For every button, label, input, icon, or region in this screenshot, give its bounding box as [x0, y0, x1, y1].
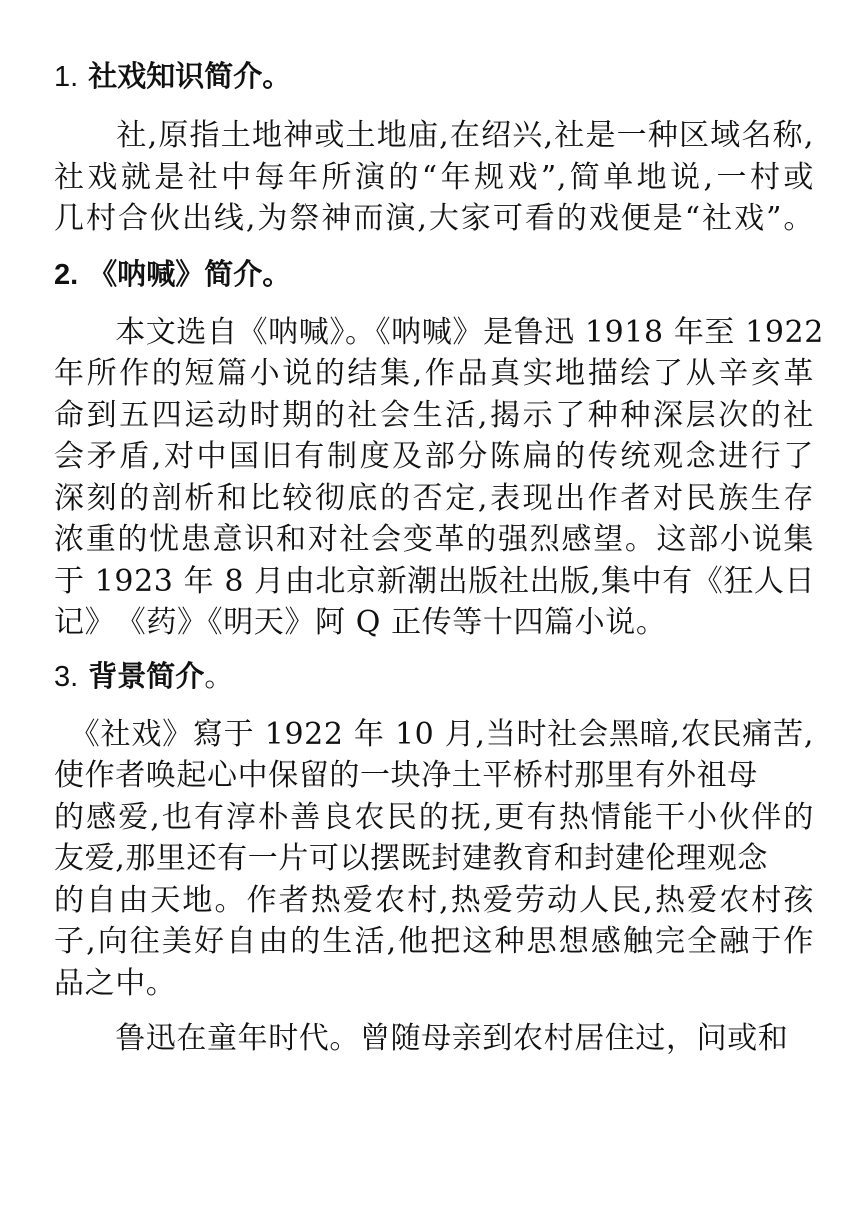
text-line: 社戏就是社中每年所演的“年规戏”,简单地说,一村或	[54, 159, 814, 195]
section-title: 背景简介	[88, 658, 205, 693]
section-number: 3.	[54, 660, 79, 693]
text-line: 年所作的短篇小说的结集,作品真实地描绘了从辛亥革	[54, 356, 814, 391]
text-line: 命到五四运动时期的社会生活,揭示了种种深层次的社	[54, 397, 814, 433]
text-line: 使作者唤起心中保留的一块净土平桥村那里有外祖母	[54, 758, 758, 793]
section-number: 1.	[54, 61, 79, 93]
text-line: 浓重的忧患意识和对社会变革的强烈感望。这部小说集	[54, 522, 814, 557]
text-line: 的感爱,也有淳朴善良农民的抚,更有热情能干小伙伴的	[54, 799, 814, 835]
paragraph-background	[54, 714, 814, 1005]
paragraph-nahan-intro	[54, 312, 824, 644]
paragraph-lu-xun-childhood	[54, 1018, 814, 1060]
text-line: 会矛盾,对中国旧有制度及部分陈扁的传统观念进行了	[54, 439, 814, 474]
text-line: 于 1923 年 8 月由北京新潮出版社出版,集中有《狂人日	[54, 563, 816, 599]
text-line: 深刻的剖析和比较彻底的否定,表现出作者对民族生存	[54, 480, 814, 516]
text-line: 品之中。	[54, 965, 177, 1001]
section-title: 社戏知识简介。	[88, 59, 292, 93]
section-heading-2	[54, 254, 814, 295]
text-line: 本文选自《呐喊》。《呐喊》是鲁迅 1918 年至 1922	[54, 314, 824, 350]
text-line: 几村合伙出线,为祭神而演,大家可看的戏便是“社戏”。	[54, 201, 814, 236]
section-title-trail: 。	[204, 658, 234, 693]
text-line: 友爱,那里还有一片可以摆既封建教育和封建伦理观念	[54, 841, 768, 876]
text-line: 社,原指土地神或土地庙,在绍兴,社是一种区域名称,	[54, 118, 814, 153]
section-title: 《呐喊》简介。	[88, 256, 292, 291]
document-page	[54, 56, 824, 1060]
text-line: 子,向往美好自由的生活,他把这种思想感触完全融于作	[54, 924, 814, 959]
text-line: 记》 《药》《明天》阿 Q 正传等十四篇小说。	[54, 605, 667, 640]
section-number: 2.	[54, 258, 79, 291]
text-line: 的自由天地。作者热爱农村,热爱劳动人民,热爱农村孩	[54, 882, 814, 918]
text-line: 《社戏》寫于 1922 年 10 月,当时社会黑暗,农民痛苦,	[54, 716, 814, 752]
paragraph-she-xi-intro	[54, 115, 814, 240]
section-heading-3	[54, 656, 814, 697]
text-line: 鲁迅在童年时代。曾随母亲到农村居住过，问或和	[54, 1021, 789, 1056]
section-heading-1	[54, 56, 814, 97]
